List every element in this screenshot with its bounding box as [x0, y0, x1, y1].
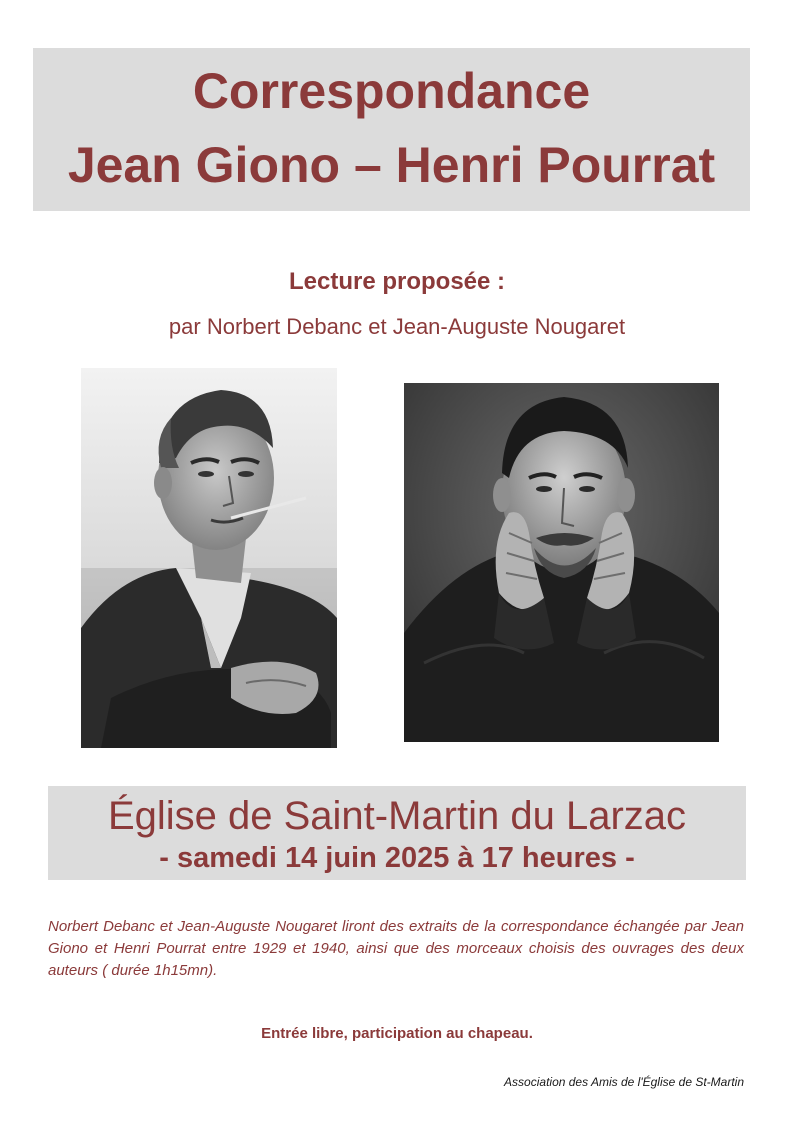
- entry-info: Entrée libre, participation au chapeau.: [261, 1025, 533, 1042]
- event-date: - samedi 14 juin 2025 à 17 heures -: [159, 842, 635, 874]
- venue-name: Église de Saint-Martin du Larzac: [107, 794, 687, 838]
- association-credit: Association des Amis de l'Église de St-Martin: [504, 1075, 744, 1089]
- title-band: [33, 48, 750, 211]
- title-correspondance: Correspondance: [192, 63, 591, 119]
- portrait-photo-right: [404, 383, 719, 742]
- readers-line: par Norbert Debanc et Jean-Auguste Nougaret: [168, 314, 626, 339]
- title-authors: Jean Giono – Henri Pourrat: [67, 137, 716, 193]
- portrait-photo-left: [81, 368, 337, 748]
- event-description: Norbert Debanc et Jean-Auguste Nougaret liront des extraits de la correspondance échangée par Jean Giono et Henri Pourrat entre 1929 et 1940, ainsi que des morceaux choisis des ouvrages des deux auteurs ( durée 1h15mn).: [48, 918, 744, 979]
- venue-band: [48, 786, 746, 880]
- reading-heading: Lecture proposée :: [288, 268, 506, 295]
